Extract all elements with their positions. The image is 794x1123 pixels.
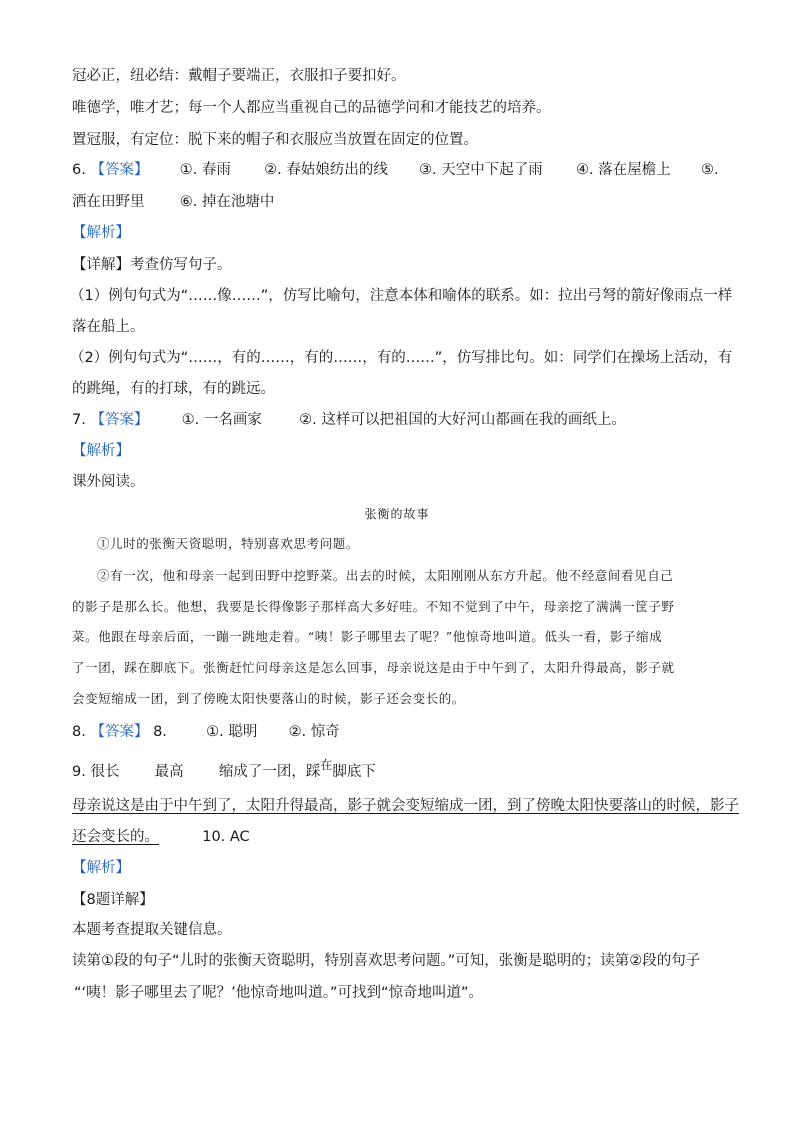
answer-item: ②. 春姑娘纺出的线 bbox=[264, 162, 388, 178]
detail-paragraph: 读第①段的句子“儿时的张衡天资聪明，特别喜欢思考问题。”可知，张衡是聪明的；读第②段的句子 bbox=[72, 953, 701, 969]
story-paragraph: ②有一次，他和母亲一起到田野中挖野菜。出去的时候，太阳刚刚从东方升起。他不经意间看见自己 bbox=[97, 568, 674, 583]
detail-line: 【详解】考查仿写句子。 bbox=[72, 257, 232, 273]
analysis-tag: 【解析】 bbox=[72, 443, 130, 459]
detail-paragraph: 的跳绳，有的打球，有的跳远。 bbox=[72, 381, 275, 397]
detail-paragraph: 落在船上。 bbox=[72, 319, 145, 335]
q6-answer-line-2 bbox=[72, 192, 274, 212]
text-line: 置冠服，有定位：脱下来的帽子和衣服应当放置在固定的位置。 bbox=[72, 132, 478, 148]
detail-paragraph: （2）例句句式为“……，有的……，有的……，有的……”，仿写排比句。如：同学们在操场上活动，有 bbox=[70, 350, 733, 366]
detail-paragraph: （1）例句句式为“……像……”，仿写比喻句，注意本体和喻体的联系。如：拉出弓弩的箭好像雨点一样 bbox=[70, 288, 733, 304]
detail-line: 本题考查提取关键信息。 bbox=[72, 922, 232, 938]
text-line: 冠必正，纽必结：戴帽子要端正，衣服扣子要扣好。 bbox=[72, 68, 406, 84]
answer-item: ④. 落在屋檐上 bbox=[575, 162, 671, 178]
detail-paragraph: “‘咦！影子哪里去了呢？’他惊奇地叫道。”可找到“惊奇地叫道”。 bbox=[74, 985, 484, 1001]
answer-item: ②. 这样可以把祖国的大好河山都画在我的画纸上。 bbox=[299, 412, 626, 428]
q6-answer-line bbox=[72, 160, 722, 180]
q7-answer-line bbox=[72, 410, 626, 430]
story-paragraph: 会变短缩成一团，到了傍晚太阳快要落山的时候，影子还会变长的。 bbox=[72, 691, 466, 706]
story-paragraph: 的影子是那么长。他想，我要是长得像影子那样高大多好哇。不知不觉到了中午，母亲挖了满满一筐子野 bbox=[72, 599, 675, 614]
story-paragraph: 了一团，踩在脚底下。张衡赶忙问母亲这是怎么回事，母亲说这是由于中午到了，太阳升得最高，影子就 bbox=[72, 660, 675, 675]
story-paragraph: ①儿时的张衡天资聪明，特别喜欢思考问题。 bbox=[97, 536, 360, 551]
q10-answer: 10. AC bbox=[202, 829, 250, 845]
answer-item: 洒在田野里 bbox=[72, 194, 145, 210]
answer-item: ⑤. bbox=[701, 162, 719, 178]
answer-item: 脚底下 bbox=[332, 764, 376, 780]
analysis-tag: 【解析】 bbox=[72, 225, 130, 241]
analysis-tag: 【解析】 bbox=[72, 860, 130, 876]
underlined-sentence: 母亲说这是由于中午到了，太阳升得最高，影子就会变短缩成一团，到了傍晚太阳快要落山的时候，影子 bbox=[72, 798, 739, 814]
q9-answer-line bbox=[72, 758, 376, 782]
answer-item: ⑥. 掉在池塘中 bbox=[179, 194, 275, 210]
q9-answer-line-end bbox=[72, 827, 250, 847]
answer-tag: 【答案】 bbox=[90, 162, 149, 178]
detail-heading: 【8题详解】 bbox=[72, 892, 154, 908]
answer-item: 最高 bbox=[154, 764, 184, 780]
answer-item: ①. 聪明 bbox=[206, 724, 258, 740]
answer-item: ①. 一名画家 bbox=[181, 412, 262, 428]
answer-tag: 【答案】 bbox=[90, 724, 149, 740]
reading-label: 课外阅读。 bbox=[72, 474, 145, 490]
answer-item: 缩成了一团，踩 bbox=[218, 764, 321, 780]
answer-item: 很长 bbox=[90, 764, 120, 780]
sub-number: 8. bbox=[153, 724, 167, 740]
question-number: 9. bbox=[72, 764, 86, 780]
answer-item: ③. 天空中下起了雨 bbox=[419, 162, 543, 178]
story-paragraph: 菜。他跟在母亲后面，一蹦一跳地走着。“咦！影子哪里去了呢？”他惊奇地叫道。低头一看，影子缩成 bbox=[72, 629, 663, 644]
question-number: 7. bbox=[72, 412, 86, 428]
q8-answer-line bbox=[72, 722, 340, 742]
question-number: 6. bbox=[72, 162, 86, 178]
answer-item-superscript: 在 bbox=[320, 758, 333, 772]
answer-tag: 【答案】 bbox=[90, 412, 149, 428]
question-number: 8. bbox=[72, 724, 86, 740]
underlined-sentence: 还会变长的。 bbox=[72, 829, 159, 845]
answer-item: ②. 惊奇 bbox=[288, 724, 340, 740]
story-title: 张衡的故事 bbox=[364, 507, 430, 521]
answer-item: ①. 春雨 bbox=[179, 162, 231, 178]
text-line: 唯德学，唯才艺；每一个人都应当重视自己的品德学问和才能技艺的培养。 bbox=[72, 100, 551, 116]
